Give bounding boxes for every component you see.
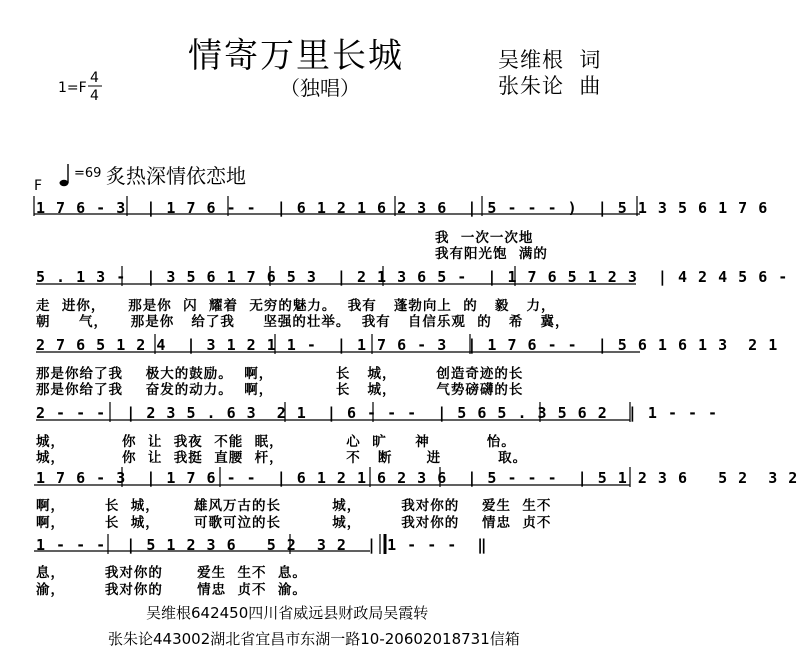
composer-credit: 张朱论 曲 bbox=[498, 74, 602, 98]
notation-row-5: 1 7 6 - 3 | 1 7 6 - - | 6 1 2 1 6 2 3 6 | 5 - - - | 5 1 2 3 6 5 2 3 2 bbox=[36, 469, 798, 487]
lyric-row-2a: 走 进你， 那是你 闪 耀着 无穷的魅力。 我有 蓬勃向上 的 毅 力， bbox=[36, 298, 556, 314]
tempo-value: =69 bbox=[74, 166, 102, 181]
contact-line-2: 张朱论443002湖北省宜昌市东湖一路10-20602018731信箱 bbox=[108, 630, 520, 648]
time-signature-bottom: 4 bbox=[90, 88, 99, 104]
expression-mark: 炙热深情依恋地 bbox=[106, 164, 246, 188]
lyric-row-5a: 啊， 长 城， 雄风万古的长 城， 我对你的 爱生 生不 bbox=[36, 498, 552, 514]
tempo-mark: F bbox=[34, 178, 43, 194]
lyric-row-4b: 城， 你 让 我挺 直腰 杆， 不 断 进 取。 bbox=[36, 450, 528, 466]
lyric-row-3a: 那是你给了我 极大的鼓励。 啊， 长 城， 创造奇迹的长 bbox=[36, 366, 524, 382]
lyric-row-6b: 渝， 我对你的 情忠 贞不 渝。 bbox=[36, 582, 307, 598]
notation-row-6: 1 - - - | 5 1 2 3 6 5 2 3 2 | 1 - - - ‖ bbox=[36, 536, 488, 554]
lyric-row-1a: 我 一次一次地 bbox=[36, 230, 534, 246]
time-signature-top: 4 bbox=[90, 70, 99, 86]
key-signature: 1=F bbox=[58, 80, 87, 96]
song-subtitle: （独唱） bbox=[280, 76, 360, 100]
notation-row-4: 2 - - - | 2 3 5 . 6 3 2 1 | 6 - - - | 5 6 5 . 3 5 6 2 | 1 - - - bbox=[36, 404, 719, 422]
lyric-row-6a: 息， 我对你的 爱生 生不 息。 bbox=[36, 565, 307, 581]
lyric-row-5b: 啊， 长 城， 可歌可泣的长 城， 我对你的 情忠 贞不 bbox=[36, 515, 552, 531]
song-title: 情寄万里长城 bbox=[188, 36, 404, 76]
lyric-row-2b: 朝 气， 那是你 给了我 坚强的壮举。 我有 自信乐观 的 希 冀， bbox=[36, 314, 570, 330]
notation-row-1: 1 7 6 - 3 | 1 7 6 - - | 6 1 2 1 6 2 3 6 | 5 - - - ) | 5 1 3 5 6 1 7 6 bbox=[36, 199, 769, 217]
notation-row-2: 5 . 1 3 - | 3 5 6 1 7 6 5 3 | 2 1 3 6 5 - | 1 7 6 5 1 2 3 | 4 2 4 5 6 - bbox=[36, 268, 789, 286]
notation-row-3: 2 7 6 5 1 2 4 | 3 1 2 1 1 - | 1 7 6 - 3 | 1 7 6 - - | 5 6 1 6 1 3 2 1 bbox=[36, 336, 779, 354]
lyricist-credit: 吴维根 词 bbox=[498, 48, 602, 72]
lyric-row-3b: 那是你给了我 奋发的动力。 啊， 长 城， 气势磅礴的长 bbox=[36, 382, 524, 398]
contact-line-1: 吴维根642450四川省威远县财政局吴霞转 bbox=[146, 604, 429, 622]
quarter-note-icon bbox=[60, 164, 69, 186]
lyric-row-4a: 城， 你 让 我夜 不能 眠， 心 旷 神 怡。 bbox=[36, 434, 516, 450]
lyric-row-1b: 我有阳光饱 满的 bbox=[36, 246, 548, 262]
